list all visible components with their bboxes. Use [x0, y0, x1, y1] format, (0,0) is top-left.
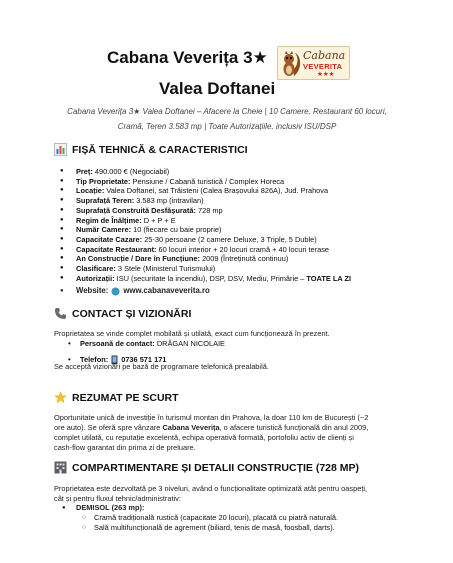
spec-value: 60 locuri interior + 20 locuri cramă + 40 locuri terase	[156, 244, 330, 254]
page-title: Cabana Veverița 3★	[107, 48, 268, 67]
spec-value: 3 Stele (Ministerul Turismului)	[115, 264, 216, 274]
section-title-text: FIȘĂ TEHNICĂ & CARACTERISTICI	[72, 143, 248, 156]
spec-label: Suprafață Teren:	[76, 196, 135, 206]
website-label: Website:	[76, 286, 109, 295]
spec-value: D + P + E	[141, 215, 176, 225]
spec-item	[60, 216, 351, 226]
globe-icon	[111, 287, 120, 296]
spec-item	[60, 225, 351, 235]
spec-item	[60, 245, 351, 255]
building-icon	[54, 461, 67, 474]
contact-person-value: DRĂGAN NICOLAIE	[154, 339, 225, 348]
level-items-list	[94, 513, 338, 533]
tagline-line: Cabana Veverița 3★ Valea Doftanei – Afacere la Cheie | 10 Camere, Restaurant 60 locuri,	[67, 107, 387, 116]
bullet: ●	[60, 288, 64, 294]
section-title-text: CONTACT ȘI VIZIONĂRI	[72, 307, 192, 320]
layout-intro-line: cât și pentru fluxul tehnic/administrativ:	[54, 494, 181, 503]
spec-item	[60, 254, 351, 264]
section-title-text: COMPARTIMENTARE ȘI DETALII CONSTRUCȚIE (728 MP)	[72, 461, 360, 474]
spec-label: Tip Proprietate:	[76, 176, 131, 186]
contact-person	[80, 339, 225, 349]
document-tagline	[54, 104, 400, 134]
website-row	[60, 286, 210, 296]
level-item: ○ Cramă tradițională rustică (capacitate 20 locuri), placată cu piatră naturală.	[94, 513, 338, 523]
spec-label: Capacitate Restaurant:	[76, 244, 157, 254]
logo-text-cabana: Cabana	[303, 49, 346, 62]
contact-phone-label: • Telefon:	[80, 355, 109, 364]
squirrel-logo-icon	[280, 50, 302, 78]
spec-item	[60, 167, 351, 177]
level-item: ○ Sală multifuncțională de agrement (biliard, tenis de masă, foosball, darts).	[94, 523, 338, 533]
spec-value: Valea Doftanei, sat Trăisteni (Calea Brașovului 826A), Jud. Prahova	[104, 186, 329, 196]
spec-label: Locație:	[76, 186, 105, 196]
spec-value: 728 mp	[195, 205, 223, 215]
phone-icon	[54, 307, 67, 320]
spec-item	[60, 206, 351, 216]
spec-bold-tail: TOATE LA ZI	[306, 273, 352, 283]
layout-intro-line: Proprietatea este dezvoltată pe 3 niveluri, având o funcționalitate optimizată atât pentru oaspeți,	[54, 484, 368, 493]
summary-line: cash-flow garantat din prima zi de preluare.	[54, 443, 196, 452]
spec-value: 3.583 mp (intravilan)	[134, 196, 204, 206]
summary-line: Oportunitate unică de investiție în turismul montan din Prahova, la doar 110 km de București (~2	[54, 413, 369, 422]
spec-value: 25-30 persoane (2 camere Deluxe, 3 Triple, 5 Duble)	[142, 234, 317, 244]
section-title-layout	[54, 461, 359, 474]
tagline-line: Cramă, Teren 3.583 mp | Toate Autorizațiile, inclusiv ISU/DSP	[117, 122, 337, 131]
logo-text-veverita: VEVERITA	[303, 62, 343, 71]
spec-item	[60, 177, 351, 187]
summary-bold-name: Cabana Veverița	[162, 423, 220, 432]
page-subtitle-location: Valea Doftanei	[159, 79, 276, 98]
spec-label: Autorizații:	[76, 273, 115, 283]
section-title-text: REZUMAT PE SCURT	[72, 391, 179, 404]
summary-paragraph	[54, 413, 368, 453]
section-title-contact	[54, 307, 191, 320]
cabana-veverita-logo	[277, 46, 350, 80]
spec-label: Suprafață Construită Desfășurată:	[76, 205, 196, 215]
spec-item	[60, 274, 351, 284]
summary-line: complet utilată, cu reputație excelentă, echipa operativă formată, portofoliu activ de clienți și	[54, 433, 354, 442]
spec-item	[60, 264, 351, 274]
layout-intro	[54, 484, 367, 504]
logo-stars: ★★★	[317, 71, 335, 78]
contact-person-label: Persoană de contact:	[80, 339, 155, 348]
spec-value: 2009 (Întreținută continuu)	[200, 254, 289, 264]
spec-value: Pensiune / Cabană turistică / Complex Horeca	[130, 176, 285, 186]
summary-text: , o afacere turistică funcțională din anul 2009,	[219, 423, 369, 432]
spec-item	[60, 196, 351, 206]
bar-chart-icon	[54, 143, 67, 156]
glowing-star-icon	[54, 391, 67, 404]
spec-label: Capacitate Cazare:	[76, 234, 143, 244]
section-title-specs	[54, 143, 248, 156]
spec-item	[60, 186, 351, 196]
spec-label: Clasificare:	[76, 264, 116, 274]
contact-note: Se acceptă vizionări pe bază de programare telefonică prealabilă.	[54, 362, 269, 371]
spec-value: ISU (securitate la incendiu), DSP, DSV, Mediu, Primărie –	[114, 273, 307, 283]
website-link[interactable]: www.cabanaveverita.ro	[123, 286, 210, 295]
contact-intro: Proprietatea se vinde complet mobilată și utilată, exact cum funcționează în prezent.	[54, 329, 330, 338]
spec-label: Număr Camere:	[76, 225, 132, 235]
spec-label: Regim de Înălțime:	[76, 215, 142, 225]
spec-label: Preț:	[76, 167, 93, 176]
summary-text: ore auto). Se oferă spre vânzare	[54, 423, 163, 432]
spec-list	[60, 167, 351, 283]
summary-line	[54, 423, 368, 433]
level-demisol	[62, 503, 145, 513]
bullet: ●	[62, 505, 66, 511]
section-title-summary	[54, 391, 179, 404]
spec-item	[60, 235, 351, 245]
spec-label: An Construcție / Dare în Funcțiune:	[76, 254, 201, 264]
level-label: DEMISOL (263 mp):	[76, 503, 145, 512]
spec-value: 10 (fiecare cu baie proprie)	[131, 225, 222, 235]
spec-value: 490.000 € (Negociabil)	[92, 167, 170, 176]
contact-phone-number[interactable]: 0736 571 171	[121, 355, 167, 364]
